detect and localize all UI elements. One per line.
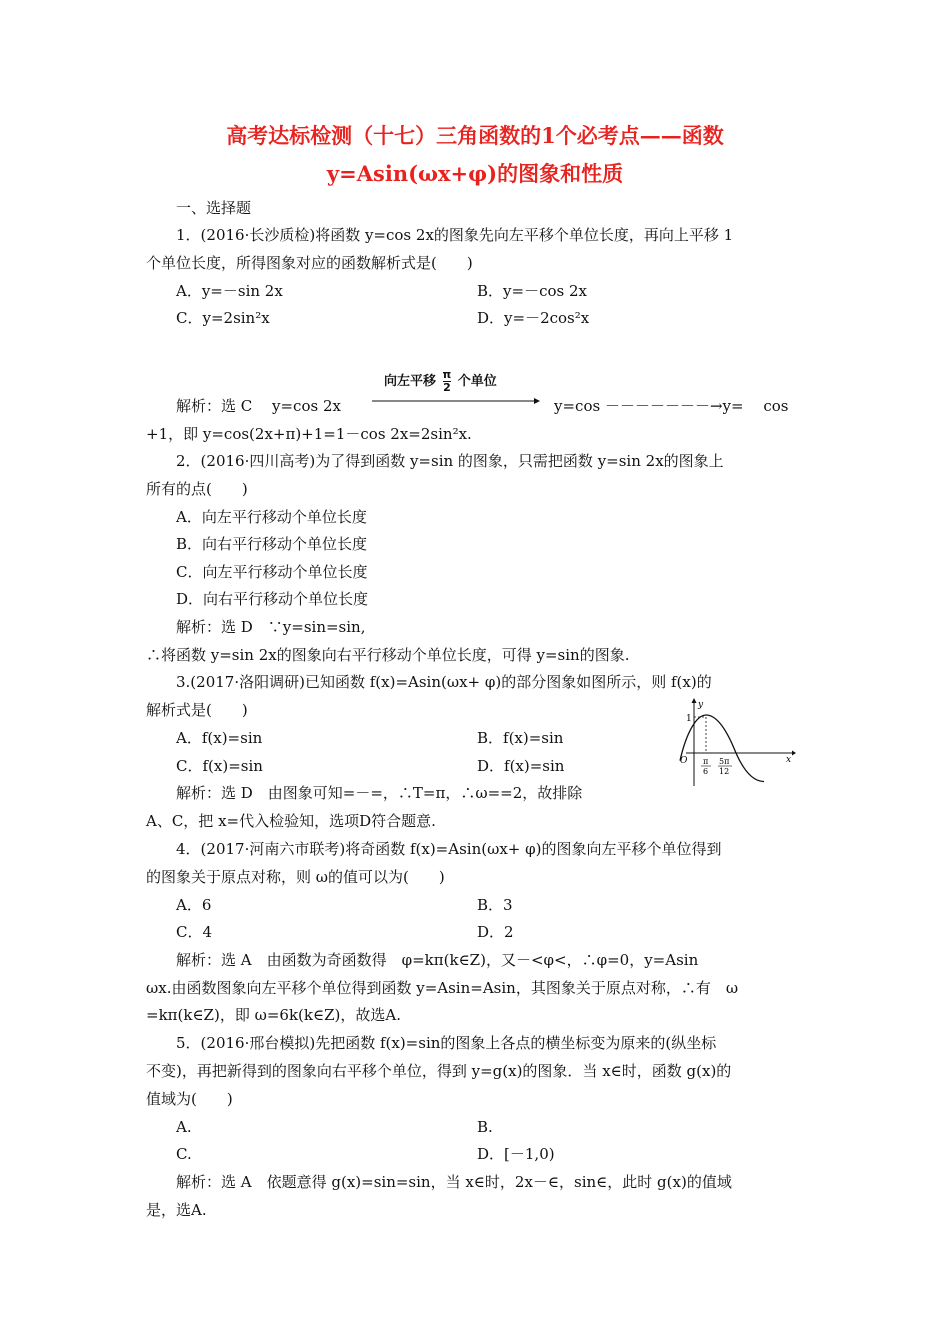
q3-tick2-num: 5π (719, 757, 730, 766)
q4-stem-line2: 的图象关于原点对称，则 ω的值可以为( ) (146, 868, 445, 886)
q2-option-d: D．向右平行移动个单位长度 (176, 590, 369, 608)
q4-option-d: D．2 (477, 923, 514, 941)
q4-option-b: B．3 (477, 896, 513, 914)
q1-option-a: A．y=－sin 2x (176, 282, 283, 300)
q1-solution-line1a: 解析：选 C y=cos 2x (176, 397, 341, 415)
q3-stem-line2: 解析式是( ) (146, 701, 248, 719)
q5-option-a: A. (176, 1118, 192, 1136)
q1-option-d: D．y=－2cos²x (477, 309, 590, 327)
q1-arrow-frac-den: 2 (443, 381, 451, 394)
q2-option-c: C．向左平行移动个单位长度 (176, 563, 368, 581)
q5-option-b: B. (477, 1118, 493, 1136)
q3-y-tick-label: 1 (686, 714, 692, 724)
q3-origin-label: O (680, 756, 688, 766)
q4-stem-line1: 4．(2017·河南六市联考)将奇函数 f(x)=Asin(ωx+ φ)的图象向左平移个单位得到 (176, 840, 722, 858)
section-heading: 一、选择题 (176, 199, 252, 217)
q1-transform-arrow (372, 396, 540, 406)
q5-option-c: C. (176, 1145, 192, 1163)
q1-option-b: B．y=－cos 2x (477, 282, 587, 300)
q5-solution-line2: 是，选A. (146, 1201, 207, 1219)
q3-sine-graph (676, 698, 796, 786)
q3-solution-line2: A、C，把 x=代入检验知，选项D符合题意. (146, 812, 436, 830)
q4-solution-line1: 解析：选 A 由函数为奇函数得 φ=kπ(k∈Z)，又－<φ<，∴φ=0，y=Asin (176, 951, 699, 969)
q2-option-a: A．向左平行移动个单位长度 (176, 508, 367, 526)
q3-option-d: D．f(x)=sin (477, 757, 565, 775)
q3-tick1-den: 6 (703, 767, 709, 776)
q5-stem-line2: 不变)，再把新得到的图象向右平移个单位，得到 y=g(x)的图象．当 x∈时，函数 g(x)的 (146, 1062, 732, 1080)
q3-y-label: y (698, 700, 704, 710)
q1-option-c: C．y=2sin²x (176, 309, 270, 327)
q4-solution-line3: =kπ(k∈Z)，即 ω=6k(k∈Z)，故选A. (146, 1006, 401, 1024)
q4-option-a: A．6 (176, 896, 212, 914)
q3-x-label: x (786, 755, 792, 765)
q3-solution-line1: 解析：选 D 由图象可知=－=，∴T=π，∴ω==2，故排除 (176, 784, 583, 802)
q5-stem-line1: 5．(2016·邢台模拟)先把函数 f(x)=sin的图象上各点的横坐标变为原来的(纵坐标 (176, 1034, 717, 1052)
q3-tick2-den: 12 (719, 767, 730, 776)
q5-solution-line1: 解析：选 A 依题意得 g(x)=sin=sin，当 x∈时，2x－∈，sin∈，此时 g(x)的值域 (176, 1173, 732, 1191)
q4-option-c: C．4 (176, 923, 213, 941)
q1-stem-line1: 1．(2016·长沙质检)将函数 y=cos 2x的图象先向左平移个单位长度，再向上平移 1 (176, 226, 734, 244)
q3-option-b: B．f(x)=sin (477, 729, 564, 747)
doc-title-line1: 高考达标检测（十七）三角函数的1个必考点——函数 (226, 123, 724, 148)
q1-solution-line2: +1，即 y=cos(2x+π)+1=1－cos 2x=2sin²x. (146, 425, 472, 443)
q5-stem-line3: 值域为( ) (146, 1090, 233, 1108)
q2-option-b: B．向右平行移动个单位长度 (176, 535, 368, 553)
q2-stem-line1: 2．(2016·四川高考)为了得到函数 y=sin 的图象，只需把函数 y=sin 2x的图象上 (176, 452, 724, 470)
q1-arrow-frac-num: π (442, 368, 452, 381)
q1-arrow-label-text: 向左平移 (384, 374, 437, 389)
q1-arrow-label-tail: 个单位 (457, 374, 497, 389)
q2-solution-line1: 解析：选 D ∵y=sin=sin, (176, 618, 366, 636)
q2-stem-line2: 所有的点( ) (146, 480, 248, 498)
q1-stem-line2: 个单位长度，所得图象对应的函数解析式是( ) (146, 254, 473, 272)
q1-solution-line1b: y=cos －－－－－－－→y= cos (554, 397, 789, 415)
q2-solution-line2: ∴将函数 y=sin 2x的图象向右平行移动个单位长度，可得 y=sin的图象. (146, 646, 630, 664)
q4-solution-line2: ωx.由函数图象向左平移个单位得到函数 y=Asin=Asin，其图象关于原点对称，∴有 ω (146, 979, 739, 997)
q3-tick1-num: π (703, 757, 709, 766)
q3-stem-line1: 3.(2017·洛阳调研)已知函数 f(x)=Asin(ωx+ φ)的部分图象如图所示，则 f(x)的 (176, 673, 712, 691)
doc-title-line2: y=Asin(ωx+φ)的图象和性质 (326, 161, 624, 186)
q1-arrow-label (384, 369, 497, 394)
q3-option-a: A．f(x)=sin (176, 729, 263, 747)
q3-option-c: C．f(x)=sin (176, 757, 263, 775)
q5-option-d: D．[－1,0) (477, 1145, 555, 1163)
